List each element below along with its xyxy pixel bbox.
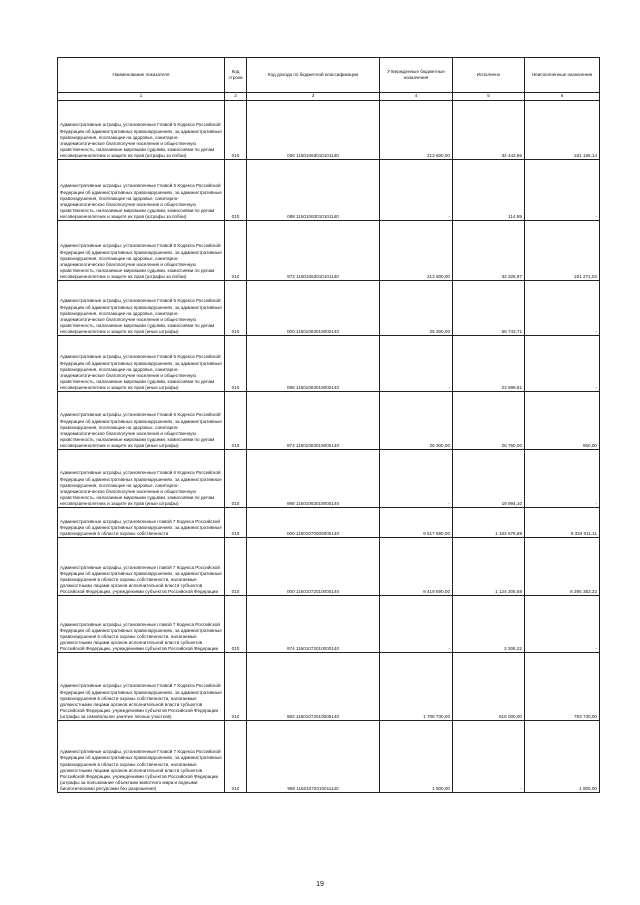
table-row [58,721,600,793]
header-remaining: Неисполненные назначения [525,58,600,93]
row-remaining: 181 271,03 [525,221,600,281]
table-row [58,160,600,221]
row-budget-code: 973 11601063019000140 [247,392,380,450]
row-budget-code: 972 11601063010101140 [247,221,380,281]
row-name: Административные штрафы, установленные Главой 7 Кодекса Российской Федерации об административных правонарушениях, за административные правонарушения в области охраны собственности, налагаемые должностными лицами органов исполнительной власти субъектов Российской Федерации, учреждениями субъектов Российской Федерации (штрафы за пользование объектами животного мира и водными биологическими ресурсами без разрешения) [58,721,225,793]
row-remaining: 1 800,00 [525,721,600,793]
row-budget-code: 000 11601063010101140 [247,101,380,160]
row-code: 010 [225,221,247,281]
column-number: 2 [225,93,247,101]
table-row [58,538,600,596]
table-row [58,596,600,653]
row-name: Административные штрафы, установленные Главой 7 Кодекса Российской Федерации об административных правонарушениях, за административные правонарушения в области охраны собственности, налагаемые должностными лицами органов исполнительной власти субъектов Российской Федерации, учреждениями субъектов Российской Федерации (штрафы за самовольное занятие лесных участков) [58,653,225,721]
row-name: Административные штрафы, установленные Главой 6 Кодекса Российской Федерации об административных правонарушениях, за административные правонарушения, посягающие на здоровье, санитарно-эпидемиологическое благополучие населения и общественную нравственность, налагаемые мировыми судьями, комиссиями по делам несовершеннолетних и защите их прав (иные штрафы) [58,450,225,508]
table-row [58,101,600,160]
row-name: Административные штрафы, установленные Главой 6 Кодекса Российской Федерации об административных правонарушениях, за административные правонарушения, посягающие на здоровье, санитарно-эпидемиологическое благополучие населения и общественную нравственность, налагаемые мировыми судьями, комиссиями по делам несовершеннолетних и защите их прав (штрафы за побои) [58,221,225,281]
row-executed: 32 328,97 [453,221,525,281]
column-number: 1 [58,93,225,101]
header-row [58,58,600,93]
row-approved: 9 419 690,00 [380,538,453,596]
row-code: 010 [225,101,247,160]
header-executed: Исполнено [453,58,525,93]
row-name: Административные штрафы, установленные Главой 6 Кодекса Российской Федерации об административных правонарушениях, за административные правонарушения, посягающие на здоровье, санитарно-эпидемиологическое благополучие населения и общественную нравственность, налагаемые мировыми судьями, комиссиями по делам несовершеннолетних и защите их прав (штрафы за побои) [58,160,225,221]
header-budget-code: Код дохода по бюджетной классификации [247,58,380,93]
column-number: 4 [380,93,453,101]
row-code: 010 [225,721,247,793]
row-executed: 23 998,81 [453,336,525,392]
row-budget-code: 982 11601072010009140 [247,653,380,721]
header-approved: Утвержденные бюджетные назначения [380,58,453,93]
row-code: 010 [225,281,247,336]
row-budget-code: 974 11601072010000140 [247,596,380,653]
row-budget-code: 988 11601063019000140 [247,450,380,508]
table-row [58,653,600,721]
table-row [58,221,600,281]
row-code: 010 [225,508,247,538]
row-name: Административные штрафы, установленные Главой 6 Кодекса Российской Федерации об административных правонарушениях, за административные правонарушения, посягающие на здоровье, санитарно-эпидемиологическое благополучие населения и общественную нравственность, налагаемые мировыми судьями, комиссиями по делам несовершеннолетних и защите их прав (штрафы за побои) [58,101,225,160]
table-row [58,508,600,538]
row-name: Административные штрафы, установленные Главой 6 Кодекса Российской Федерации об административных правонарушениях, за административные правонарушения, посягающие на здоровье, санитарно-эпидемиологическое благополучие населения и общественную нравственность, налагаемые мировыми судьями, комиссиями по делам несовершеннолетних и защите их прав (иные штрафы) [58,392,225,450]
row-budget-code: 088 11601063019000140 [247,336,380,392]
row-budget-code: 000 11601063019000140 [247,281,380,336]
row-remaining: - [525,450,600,508]
header-name: Наименование показателя [58,58,225,93]
row-remaining: 181 156,14 [525,101,600,160]
row-name: Административные штрафы, установленные Главой 6 Кодекса Российской Федерации об административных правонарушениях, за административные правонарушения, посягающие на здоровье, санитарно-эпидемиологическое благополучие населения и общественную нравственность, налагаемые мировыми судьями, комиссиями по делам несовершеннолетних и защите их прав (иные штрафы) [58,281,225,336]
row-executed: 19 994,10 [453,450,525,508]
row-executed: 114,89 [453,160,525,221]
column-number: 6 [525,93,600,101]
row-code: 010 [225,596,247,653]
row-approved: 213 600,00 [380,101,453,160]
row-budget-code: 968 11601072010011140 [247,721,380,793]
row-remaining: - [525,160,600,221]
page-number: 19 [316,881,324,888]
row-name: Административные штрафы, установленные главой 7 Кодекса Российской Федерации об административных правонарушениях, за административные правонарушения в области охраны собственности [58,508,225,538]
row-executed: 2 306,22 [453,596,525,653]
column-number-row [58,93,600,101]
row-remaining: - [525,596,600,653]
row-executed: 1 183 678,89 [453,508,525,538]
row-remaining: 8 334 011,11 [525,508,600,538]
row-executed: 1 124 306,68 [453,538,525,596]
row-code: 010 [225,336,247,392]
row-code: 010 [225,653,247,721]
row-executed: 25 750,00 [453,392,525,450]
row-approved: 26 300,00 [380,281,453,336]
row-budget-code: 000 11601072010000140 [247,538,380,596]
table-row [58,281,600,336]
row-code: 010 [225,538,247,596]
row-remaining: 793 730,00 [525,653,600,721]
row-executed: 915 000,00 [453,653,525,721]
row-approved: - [380,160,453,221]
row-approved: 26 300,00 [380,392,453,450]
row-executed: 32 443,86 [453,101,525,160]
row-name: Административные штрафы, установленные главой 7 Кодекса Российской Федерации об административных правонарушениях, за административные правонарушения в области охраны собственности, налагаемые должностными лицами органов исполнительной власти субъектов Российской Федерации, учреждениями субъектов Российской Федерации [58,538,225,596]
table-row [58,450,600,508]
table-row [58,392,600,450]
report-table [57,57,600,793]
row-remaining: 550,00 [525,392,600,450]
row-budget-code: 000 11601070000000140 [247,508,380,538]
row-remaining: 8 295 383,32 [525,538,600,596]
row-remaining: - [525,336,600,392]
row-approved: 213 600,00 [380,221,453,281]
row-code: 010 [225,160,247,221]
row-name: Административные штрафы, установленные Главой 6 Кодекса Российской Федерации об административных правонарушениях, за административные правонарушения, посягающие на здоровье, санитарно-эпидемиологическое благополучие населения и общественную нравственность, налагаемые мировыми судьями, комиссиями по делам несовершеннолетних и защите их прав (иные штрафы) [58,336,225,392]
row-name: Административные штрафы, установленные главой 7 Кодекса Российской Федерации об административных правонарушениях, за административные правонарушения в области охраны собственности, налагаемые должностными лицами органов исполнительной власти субъектов Российской Федерации, учреждениями субъектов Российской Федерации [58,596,225,653]
row-executed: 69 743,71 [453,281,525,336]
table-row [58,336,600,392]
row-approved: - [380,596,453,653]
column-number: 5 [453,93,525,101]
row-executed: - [453,721,525,793]
row-approved: 1 708 730,00 [380,653,453,721]
table-body [58,101,600,793]
row-approved: 9 517 690,00 [380,508,453,538]
column-number: 3 [247,93,380,101]
row-approved: - [380,450,453,508]
row-code: 010 [225,450,247,508]
row-approved: 1 800,00 [380,721,453,793]
row-remaining: - [525,281,600,336]
row-code: 010 [225,392,247,450]
header-row-code: Код строки [225,58,247,93]
row-approved: - [380,336,453,392]
row-budget-code: 088 11601063010101140 [247,160,380,221]
